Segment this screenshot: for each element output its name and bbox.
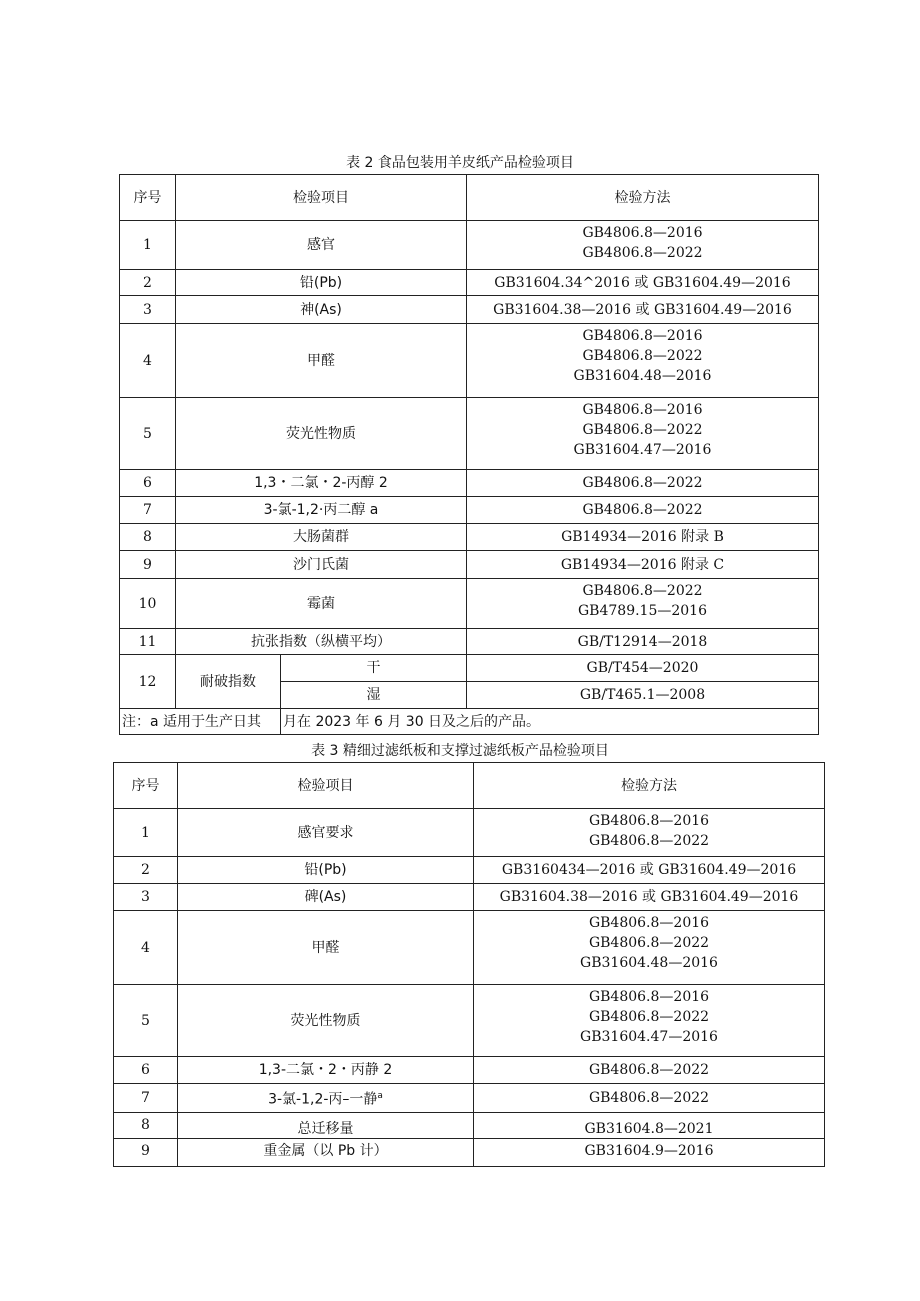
row-no: 12 bbox=[120, 655, 176, 709]
table-row bbox=[120, 629, 819, 655]
row-no: 11 bbox=[120, 629, 176, 655]
row-no: 1 bbox=[114, 809, 178, 857]
row-no: 7 bbox=[120, 497, 176, 524]
row-method: GB3160434—2016 或 GB31604.49—2016 bbox=[474, 857, 825, 884]
row-no: 4 bbox=[120, 324, 176, 398]
header-item: 检验项目 bbox=[176, 175, 467, 221]
row-no: 6 bbox=[120, 470, 176, 497]
row-no: 2 bbox=[114, 857, 178, 884]
table-row bbox=[120, 324, 819, 398]
table-row bbox=[114, 911, 825, 985]
table-row bbox=[120, 579, 819, 629]
row-no: 7 bbox=[114, 1084, 178, 1113]
table-row bbox=[114, 857, 825, 884]
table2-note-row bbox=[120, 709, 819, 735]
row-method: GB/T12914—2018 bbox=[467, 629, 819, 655]
header-method: 检验方法 bbox=[467, 175, 819, 221]
row-no: 6 bbox=[114, 1057, 178, 1084]
header-item: 检验项目 bbox=[178, 763, 474, 809]
table3 bbox=[113, 762, 825, 1167]
row-item: 沙门氏菌 bbox=[176, 551, 467, 579]
row-no: 10 bbox=[120, 579, 176, 629]
row-item: 1,3-二氯・2・丙静 2 bbox=[178, 1057, 474, 1084]
row-method: GB4806.8—2016 GB4806.8—2022 GB31604.47—2016 bbox=[467, 398, 819, 470]
table-row bbox=[114, 985, 825, 1057]
row-method: GB4806.8—2016 GB4806.8—2022 GB31604.47—2016 bbox=[474, 985, 825, 1057]
table2-caption: 表 2 食品包装用羊皮纸产品检验项目 bbox=[346, 155, 574, 171]
row-item: 铅(Pb) bbox=[176, 270, 467, 296]
row-method: GB4806.8—2022 bbox=[474, 1057, 825, 1084]
footnote-marker: a bbox=[377, 1091, 383, 1101]
row-no: 5 bbox=[120, 398, 176, 470]
row-method: GB31604.9—2016 bbox=[474, 1138, 825, 1166]
row-method: GB4806.8—2016 GB4806.8—2022 GB31604.48—2016 bbox=[474, 911, 825, 985]
table-row bbox=[120, 551, 819, 579]
row-method: GB4806.8—2016 GB4806.8—2022 GB31604.48—2016 bbox=[467, 324, 819, 398]
row-item: 感官要求 bbox=[178, 809, 474, 857]
row-item: 抗张指数（纵横平均） bbox=[176, 629, 467, 655]
header-method: 检验方法 bbox=[474, 763, 825, 809]
row-method: GB4806.8—2016 GB4806.8—2022 bbox=[467, 221, 819, 270]
row-method: GB31604.38—2016 或 GB31604.49—2016 bbox=[467, 296, 819, 324]
row-item: 甲醛 bbox=[176, 324, 467, 398]
row-method: GB31604.38—2016 或 GB31604.49—2016 bbox=[474, 884, 825, 911]
note-left: 注：a 适用于生产日其 bbox=[120, 709, 281, 735]
row-method: GB/T465.1—2008 bbox=[467, 682, 819, 709]
row-item: 荧光性物质 bbox=[176, 398, 467, 470]
table-row bbox=[120, 221, 819, 270]
row-item: 感官 bbox=[176, 221, 467, 270]
row-no: 3 bbox=[120, 296, 176, 324]
row-item: 1,3・二氯・2-丙醇 2 bbox=[176, 470, 467, 497]
row-item: 霉菌 bbox=[176, 579, 467, 629]
table-row bbox=[120, 296, 819, 324]
row-method: GB14934—2016 附录 B bbox=[467, 524, 819, 551]
row-no: 4 bbox=[114, 911, 178, 985]
row-no: 9 bbox=[120, 551, 176, 579]
row-subitem-dry: 干 bbox=[281, 655, 467, 682]
row-item: 铅(Pb) bbox=[178, 857, 474, 884]
row-item: 重金属（以 Pb 计） bbox=[178, 1138, 474, 1166]
table3-caption: 表 3 精细过滤纸板和支撑过滤纸板产品检验项目 bbox=[311, 743, 609, 759]
row-no: 8 bbox=[114, 1112, 178, 1138]
row-method: GB4806.8—2022 bbox=[467, 497, 819, 524]
table3-header-row bbox=[114, 763, 825, 809]
table-row bbox=[114, 809, 825, 857]
row-no: 9 bbox=[114, 1138, 178, 1166]
row-item: 甲醛 bbox=[178, 911, 474, 985]
row-item: 总迁移量 bbox=[178, 1112, 474, 1138]
table-row bbox=[114, 1112, 825, 1138]
row-method: GB/T454—2020 bbox=[467, 655, 819, 682]
table2-header-row bbox=[120, 175, 819, 221]
row-no: 2 bbox=[120, 270, 176, 296]
row-no: 1 bbox=[120, 221, 176, 270]
table2 bbox=[119, 174, 819, 735]
row-method: GB4806.8—2022 bbox=[474, 1084, 825, 1113]
table-row bbox=[114, 1138, 825, 1166]
row-no: 3 bbox=[114, 884, 178, 911]
row-no: 5 bbox=[114, 985, 178, 1057]
header-no: 序号 bbox=[120, 175, 176, 221]
row-no: 8 bbox=[120, 524, 176, 551]
table-row bbox=[114, 884, 825, 911]
table-row bbox=[120, 497, 819, 524]
table-row bbox=[120, 524, 819, 551]
row-item: 耐破指数 bbox=[176, 655, 281, 709]
row-item: 荧光性物质 bbox=[178, 985, 474, 1057]
table-row bbox=[114, 1057, 825, 1084]
row-item: 3-氯-1,2·丙二醇 a bbox=[176, 497, 467, 524]
table-row bbox=[114, 1084, 825, 1113]
table-row bbox=[120, 655, 819, 682]
table-row bbox=[120, 398, 819, 470]
header-no: 序号 bbox=[114, 763, 178, 809]
row-subitem-wet: 湿 bbox=[281, 682, 467, 709]
table-row bbox=[120, 270, 819, 296]
row-method: GB4806.8—2022 bbox=[467, 470, 819, 497]
note-right: 月在 2023 年 6 月 30 日及之后的产品。 bbox=[281, 709, 819, 735]
row-method: GB31604.8—2021 bbox=[474, 1112, 825, 1138]
row-item: 3-氯-1,2-丙–一静$^a$ bbox=[178, 1084, 474, 1113]
row-method: GB4806.8—2016 GB4806.8—2022 bbox=[474, 809, 825, 857]
row-item: 碑(As) bbox=[178, 884, 474, 911]
row-method: GB31604.34^2016 或 GB31604.49—2016 bbox=[467, 270, 819, 296]
row-method: GB4806.8—2022 GB4789.15—2016 bbox=[467, 579, 819, 629]
table-row bbox=[120, 470, 819, 497]
row-item: 大肠菌群 bbox=[176, 524, 467, 551]
row-item: 神(As) bbox=[176, 296, 467, 324]
row-method: GB14934—2016 附录 C bbox=[467, 551, 819, 579]
